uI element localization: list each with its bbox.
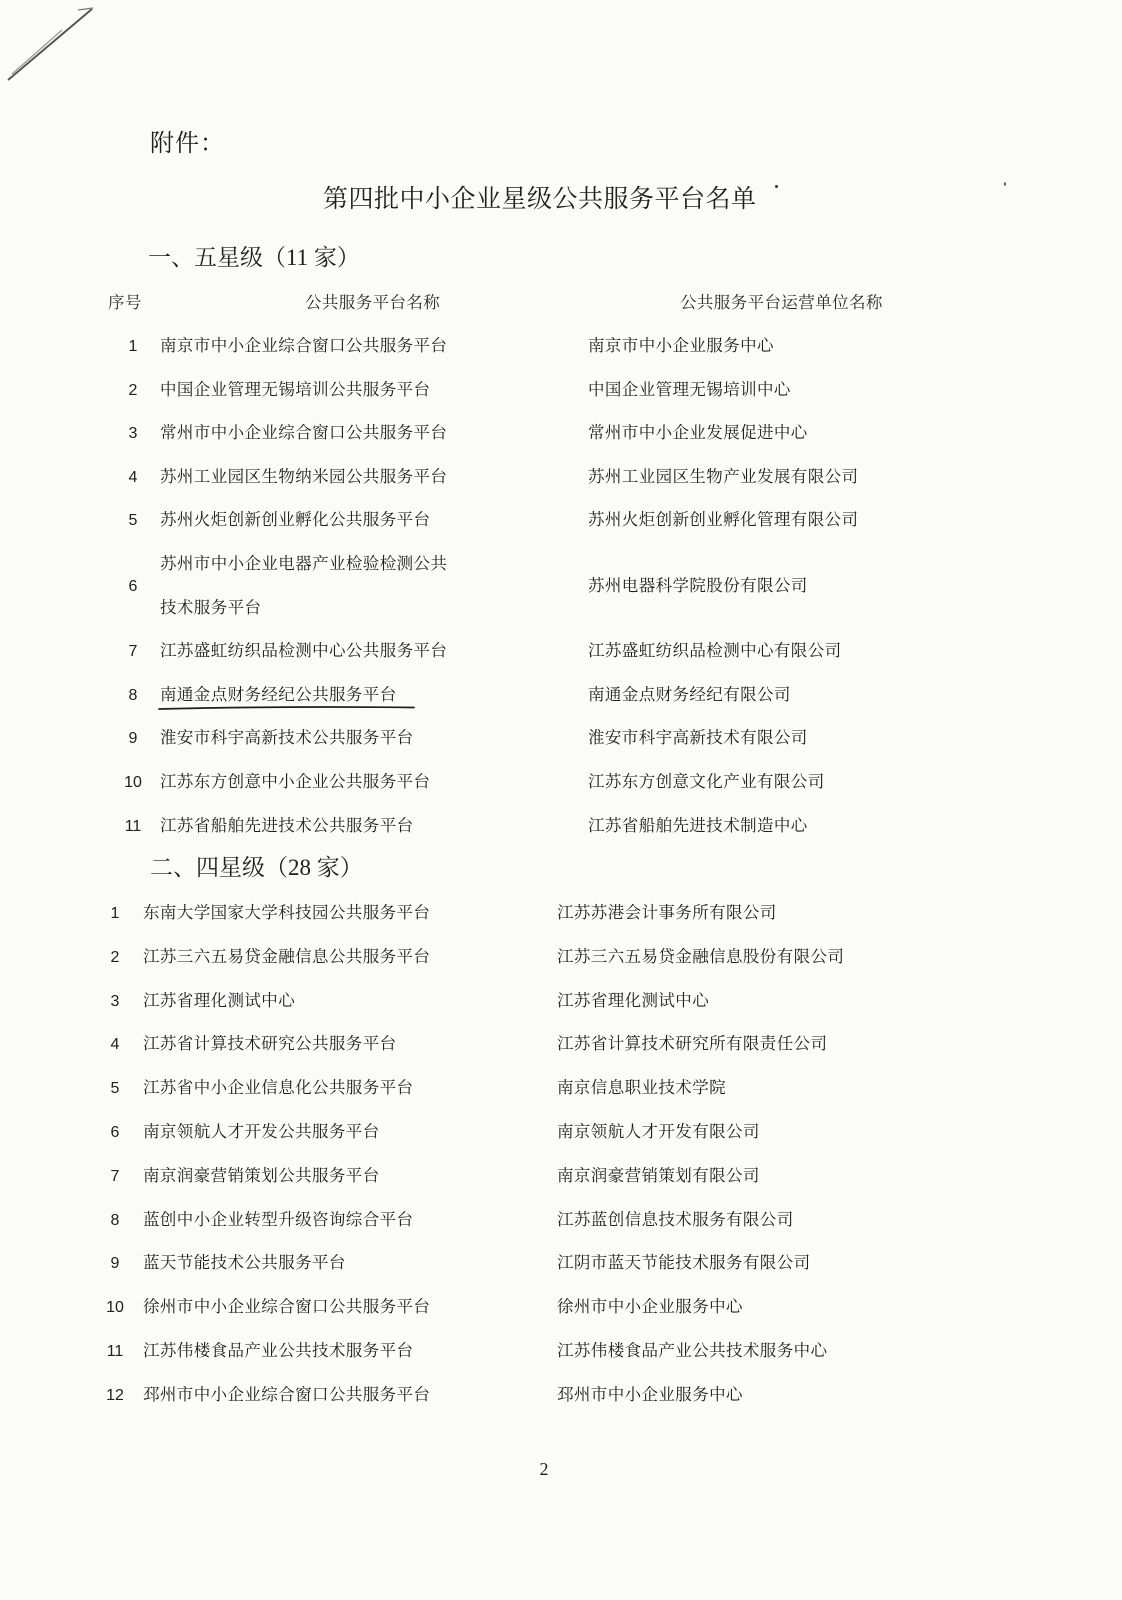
row-number: 11 [106, 1342, 124, 1360]
platform-name: 南京领航人才开发公共服务平台 [143, 1122, 380, 1141]
table-row [97, 1330, 997, 1374]
table-row [115, 543, 1015, 630]
platform-name: 蓝天节能技术公共服务平台 [143, 1254, 346, 1273]
table-row [97, 1155, 997, 1199]
platform-name: 徐州市中小企业综合窗口公共服务平台 [143, 1298, 431, 1317]
operator-name: 江苏省计算技术研究所有限责任公司 [557, 1035, 828, 1054]
section-heading-four-star: 二、四星级（28 家） [150, 855, 363, 880]
platform-name: 蓝创中小企业转型升级咨询综合平台 [143, 1210, 414, 1229]
platform-name: 江苏盛虹纺织品检测中心公共服务平台 [160, 642, 448, 661]
table-row [115, 499, 1015, 543]
operator-name: 苏州火炬创新创业孵化管理有限公司 [588, 511, 859, 530]
row-number: 6 [110, 1123, 120, 1141]
table-row [115, 369, 1015, 413]
table-row [97, 936, 997, 980]
operator-name: 南京信息职业技术学院 [557, 1079, 726, 1098]
table-row [115, 761, 1015, 805]
table-row [115, 325, 1015, 369]
operator-name: 江苏三六五易贷金融信息股份有限公司 [557, 947, 845, 966]
table-row [97, 892, 997, 936]
four-star-table [97, 892, 997, 1418]
platform-name: 江苏省中小企业信息化公共服务平台 [143, 1079, 414, 1098]
platform-name: 江苏省理化测试中心 [143, 991, 296, 1010]
platform-name: 苏州市中小企业电器产业检验检测公共技术服务平台 [160, 554, 448, 617]
platform-name-cell [143, 1286, 557, 1330]
operator-name: 江苏伟楼食品产业公共技术服务中心 [557, 1341, 828, 1360]
platform-name: 苏州工业园区生物纳米园公共服务平台 [160, 467, 448, 486]
platform-name-cell [143, 1067, 557, 1111]
operator-name: 江阴市蓝天节能技术服务有限公司 [557, 1254, 811, 1273]
platform-name-cell [143, 1199, 557, 1243]
row-number: 8 [128, 686, 138, 704]
platform-name-cell [160, 674, 588, 718]
platform-name-cell [160, 412, 588, 456]
platform-name-cell [160, 499, 588, 543]
scan-speck [775, 185, 778, 188]
table-row [115, 674, 1015, 718]
operator-name: 淮安市科宇高新技术有限公司 [588, 729, 808, 748]
platform-name-cell [160, 805, 588, 849]
row-number: 8 [110, 1211, 120, 1229]
column-header-index: 序号 [108, 294, 142, 312]
platform-name: 江苏省船舶先进技术公共服务平台 [160, 816, 414, 835]
platform-name: 江苏伟楼食品产业公共技术服务平台 [143, 1341, 414, 1360]
platform-name-cell [143, 892, 557, 936]
platform-name: 常州市中小企业综合窗口公共服务平台 [160, 424, 448, 443]
platform-name: 淮安市科宇高新技术公共服务平台 [160, 729, 414, 748]
table-row [97, 1286, 997, 1330]
platform-name-cell [160, 543, 588, 630]
platform-name: 中国企业管理无锡培训公共服务平台 [160, 380, 431, 399]
row-number: 9 [128, 730, 138, 748]
operator-name: 江苏盛虹纺织品检测中心有限公司 [588, 642, 842, 661]
table-row [97, 1067, 997, 1111]
operator-name: 江苏省船舶先进技术制造中心 [588, 816, 808, 835]
row-number: 3 [128, 425, 138, 443]
operator-name: 南通金点财务经纪有限公司 [588, 685, 791, 704]
table-row [115, 805, 1015, 849]
table-row [115, 717, 1015, 761]
table-row [97, 1023, 997, 1067]
column-header-platform: 公共服务平台名称 [305, 294, 441, 312]
five-star-table [115, 325, 1015, 848]
document-title: 第四批中小企业星级公共服务平台名单 [323, 186, 757, 213]
table-row [97, 1111, 997, 1155]
platform-name-cell [143, 1374, 557, 1418]
operator-name: 江苏省理化测试中心 [557, 991, 710, 1010]
row-number: 4 [128, 468, 138, 486]
operator-name: 苏州电器科学院股份有限公司 [588, 576, 808, 595]
platform-name-cell [143, 1023, 557, 1067]
row-number: 12 [106, 1386, 124, 1404]
operator-name: 江苏东方创意文化产业有限公司 [588, 772, 825, 791]
platform-name-cell [143, 1242, 557, 1286]
operator-name: 南京领航人才开发有限公司 [557, 1122, 760, 1141]
row-number: 9 [110, 1255, 120, 1273]
row-number: 6 [128, 577, 138, 595]
operator-name: 邳州市中小企业服务中心 [557, 1385, 743, 1404]
row-number: 10 [106, 1299, 124, 1317]
table-row [115, 630, 1015, 674]
table-row [97, 1242, 997, 1286]
platform-name: 江苏东方创意中小企业公共服务平台 [160, 772, 431, 791]
operator-name: 中国企业管理无锡培训中心 [588, 380, 791, 399]
platform-name-cell [160, 761, 588, 805]
platform-name: 苏州火炬创新创业孵化公共服务平台 [160, 511, 431, 530]
platform-name: 南京市中小企业综合窗口公共服务平台 [160, 337, 448, 355]
operator-name: 常州市中小企业发展促进中心 [588, 424, 808, 443]
page-number: 2 [539, 1459, 549, 1479]
platform-name-cell [160, 325, 588, 369]
row-number: 3 [110, 992, 120, 1010]
row-number: 7 [110, 1167, 120, 1185]
row-number: 1 [128, 338, 138, 355]
row-number: 2 [128, 381, 138, 399]
platform-name: 南通金点财务经纪公共服务平台 [160, 685, 397, 704]
column-header-operator: 公共服务平台运营单位名称 [680, 294, 883, 312]
table-row [97, 1199, 997, 1243]
row-number: 5 [128, 512, 138, 530]
operator-name: 南京市中小企业服务中心 [588, 337, 774, 355]
row-number: 10 [124, 773, 142, 791]
platform-name: 东南大学国家大学科技园公共服务平台 [143, 904, 431, 922]
platform-name: 南京润豪营销策划公共服务平台 [143, 1166, 380, 1185]
platform-name: 邳州市中小企业综合窗口公共服务平台 [143, 1385, 431, 1404]
row-number: 5 [110, 1080, 120, 1098]
row-number: 1 [110, 905, 120, 922]
operator-name: 徐州市中小企业服务中心 [557, 1298, 743, 1317]
table-row [115, 412, 1015, 456]
handwritten-underline [158, 704, 416, 712]
platform-name-cell [143, 1155, 557, 1199]
platform-name-cell [143, 936, 557, 980]
platform-name-cell [143, 980, 557, 1024]
platform-name: 江苏三六五易贷金融信息公共服务平台 [143, 947, 431, 966]
platform-name: 江苏省计算技术研究公共服务平台 [143, 1035, 397, 1054]
operator-name: 江苏蓝创信息技术服务有限公司 [557, 1210, 794, 1229]
row-number: 4 [110, 1036, 120, 1054]
platform-name-cell [143, 1330, 557, 1374]
platform-name-cell [160, 630, 588, 674]
table-row [115, 456, 1015, 500]
operator-name: 南京润豪营销策划有限公司 [557, 1166, 760, 1185]
operator-name: 江苏苏港会计事务所有限公司 [557, 904, 777, 922]
corner-fold-mark [0, 0, 100, 90]
scan-speck [1004, 182, 1006, 186]
section-heading-five-star: 一、五星级（11 家） [148, 245, 360, 270]
platform-name-cell [160, 717, 588, 761]
row-number: 7 [128, 643, 138, 661]
table-row [97, 980, 997, 1024]
platform-name-cell [143, 1111, 557, 1155]
row-number: 2 [110, 948, 120, 966]
table-row [97, 1374, 997, 1418]
platform-name-cell [160, 456, 588, 500]
attachment-label: 附件： [150, 131, 225, 157]
platform-name-cell [160, 369, 588, 413]
row-number: 11 [124, 817, 142, 835]
operator-name: 苏州工业园区生物产业发展有限公司 [588, 467, 859, 486]
